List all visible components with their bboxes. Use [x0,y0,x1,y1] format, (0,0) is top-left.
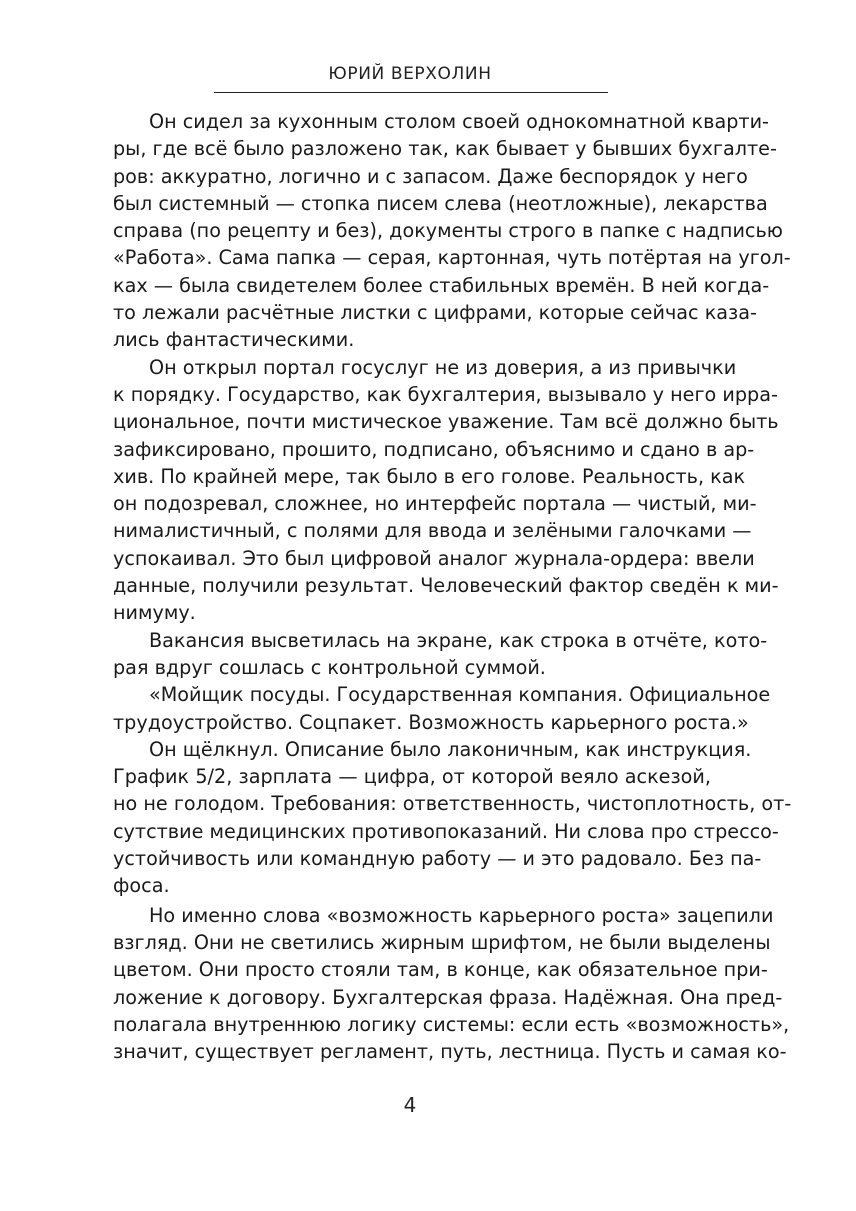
text-line: ров: аккуратно, логично и с запасом. Даже беспорядок у него [113,164,748,188]
page-number: 4 [403,1093,417,1117]
text-line: хив. По крайней мере, так было в его голове. Реальность, как [113,464,746,488]
text-line: он подозревал, сложнее, но интерфейс портала — чистый, ми- [113,492,757,516]
text-line: Он щёлкнул. Описание было лаконичным, как инструкция. [149,737,752,761]
text-line: ры, где всё было разложено так, как бывает у бывших бухгалте- [113,137,777,161]
text-line: ках — была свидетелем более стабильных времён. В ней когда- [113,273,770,297]
text-line: нимуму. [113,601,196,625]
text-line: «Работа». Сама папка — серая, картонная, чуть потёртая на угол- [113,246,791,270]
text-line: но не голодом. Требования: ответственность, чистоплотность, от- [113,792,792,816]
text-line: к порядку. Государство, как бухгалтерия, вызывало у него ирра- [113,382,778,406]
text-line: зафиксировано, прошито, подписано, объяснимо и сдано в ар- [113,437,755,461]
paragraph [113,681,771,736]
text-line: взгляд. Они не светились жирным шрифтом, не были выделены [113,930,771,954]
text-line: Он сидел за кухонным столом своей однокомнатной кварти- [149,110,769,133]
text-line: Но именно слова «возможность карьерного роста» зацепили [149,903,774,927]
text-line: был системный — стопка писем слева (неотложные), лекарства [113,191,768,215]
text-line: полагала внутреннюю логику системы: если есть «возможность», [113,1012,790,1036]
text-line: лись фантастическими. [113,328,355,352]
text-line: устойчивость или командную работу — и это радовало. Без па- [113,847,762,871]
text-line: трудоустройство. Соцпакет. Возможность карьерного роста.» [113,710,749,734]
text-line: ложение к договору. Бухгалтерская фраза. Надёжная. Она пред- [113,985,783,1009]
paragraph [113,902,790,1066]
paragraph [113,108,791,354]
text-line: График 5/2, зарплата — цифра, от которой веяло аскезой, [113,765,711,789]
text-line: Он открыл портал госуслуг не из доверия, а из привычки [149,355,737,379]
text-line: то лежали расчётные листки с цифрами, которые сейчас каза- [113,301,757,325]
running-head-author: ЮРИЙ ВЕРХОЛИН [328,64,492,84]
paragraph [113,627,768,682]
body-text [113,108,792,1065]
text-line: значит, существует регламент, путь, лестница. Пусть и самая ко- [113,1040,787,1064]
paragraph [113,354,779,627]
paragraph [113,736,792,900]
text-line: «Мойщик посуды. Государственная компания. Официальное [149,683,771,707]
text-line: цветом. Они просто стояли там, в конце, как обязательное при- [113,958,768,982]
header-rule [214,92,608,93]
text-line: Вакансия высветилась на экране, как строка в отчёте, кото- [149,628,768,652]
text-line: сутствие медицинских противопоказаний. Ни слова про стрессо- [113,819,779,843]
text-line: рая вдруг сошлась с контрольной суммой. [113,655,546,679]
text-line: фоса. [113,874,170,898]
text-line: циональное, почти мистическое уважение. Там всё должно быть [113,410,779,434]
text-line: справа (по рецепту и без), документы строго в папке с надписью [113,219,783,243]
text-line: нималистичный, с полями для ввода и зелёными галочками — [113,519,752,543]
text-line: данные, получили результат. Человеческий фактор сведён к ми- [113,574,779,598]
text-line: успокаивал. Это был цифровой аналог журнала-ордера: ввели [113,546,755,570]
